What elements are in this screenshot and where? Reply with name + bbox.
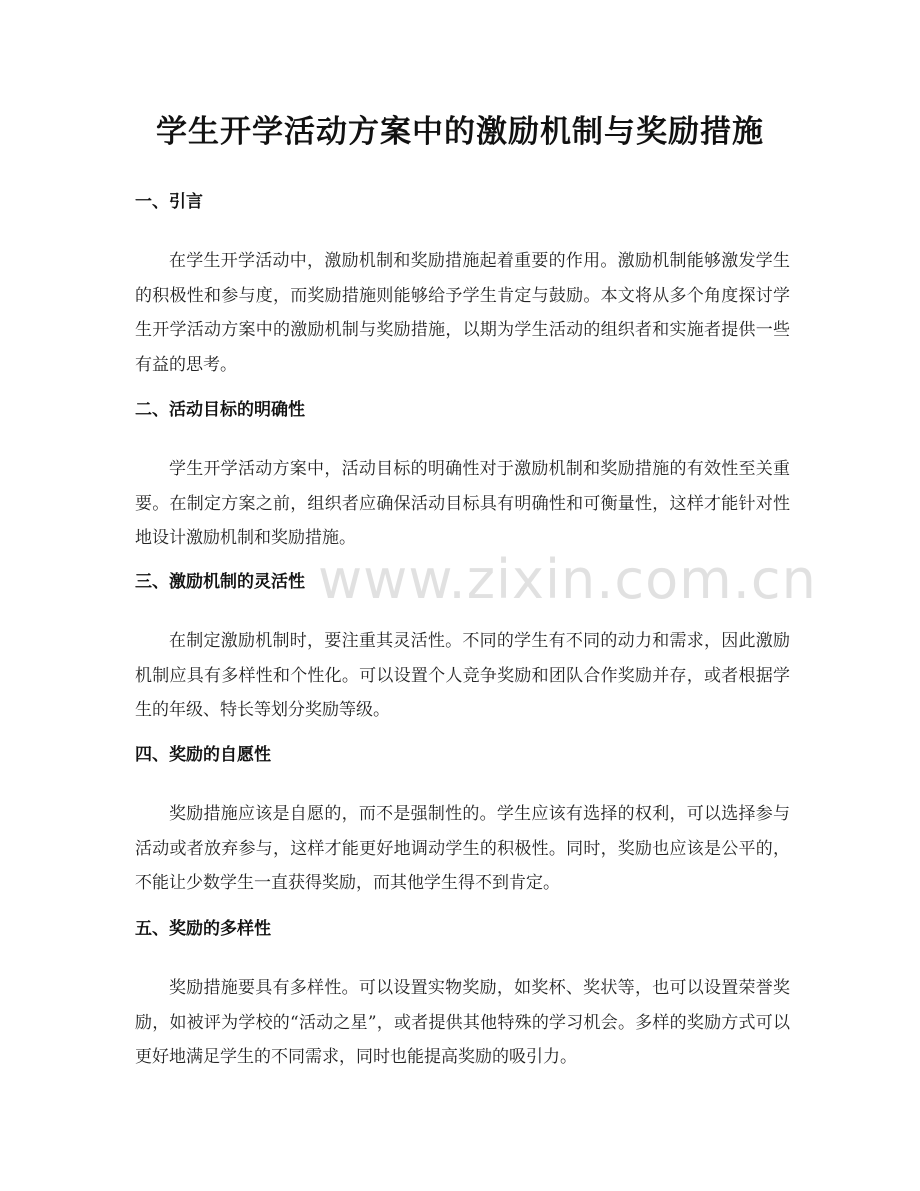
document-title: 学生开学活动方案中的激励机制与奖励措施: [156, 114, 764, 150]
section-goal-clarity: [135, 398, 790, 556]
section-heading: 三、激励机制的灵活性: [135, 572, 305, 592]
section-paragraph: 奖励措施要具有多样性。可以设置实物奖励，如奖杯、奖状等，也可以设置荣誉奖励，如被评为学校的“活动之星”，或者提供其他特殊的学习机会。多样的奖励方式可以更好地满足学生的不同需求，同时也能提高奖励的吸引力。: [135, 978, 790, 1067]
section-introduction: [135, 190, 790, 382]
section-paragraph: 在制定激励机制时，要注重其灵活性。不同的学生有不同的动力和需求，因此激励机制应具有多样性和个性化。可以设置个人竞争奖励和团队合作奖励并存，或者根据学生的年级、特长等划分奖励等级。: [135, 631, 790, 720]
section-incentive-flexibility: [135, 570, 790, 728]
section-paragraph: 在学生开学活动中，激励机制和奖励措施起着重要的作用。激励机制能够激发学生的积极性和参与度，而奖励措施则能够给予学生肯定与鼓励。本文将从多个角度探讨学生开学活动方案中的激励机制与奖励措施，以期为学生活动的组织者和实施者提供一些有益的思考。: [135, 251, 790, 375]
section-heading: 二、活动目标的明确性: [135, 400, 305, 420]
watermark: www.zixin.com.cn: [318, 548, 817, 611]
section-reward-voluntariness: [135, 743, 790, 901]
section-reward-diversity: [135, 917, 790, 1075]
section-heading: 五、奖励的多样性: [135, 919, 271, 939]
section-paragraph: 学生开学活动方案中，活动目标的明确性对于激励机制和奖励措施的有效性至关重要。在制定方案之前，组织者应确保活动目标具有明确性和可衡量性，这样才能针对性地设计激励机制和奖励措施。: [135, 459, 790, 548]
section-heading: 一、引言: [135, 192, 203, 212]
section-heading: 四、奖励的自愿性: [135, 745, 271, 765]
section-paragraph: 奖励措施应该是自愿的，而不是强制性的。学生应该有选择的权利，可以选择参与活动或者放弃参与，这样才能更好地调动学生的积极性。同时，奖励也应该是公平的，不能让少数学生一直获得奖励，而其他学生得不到肯定。: [135, 804, 790, 893]
